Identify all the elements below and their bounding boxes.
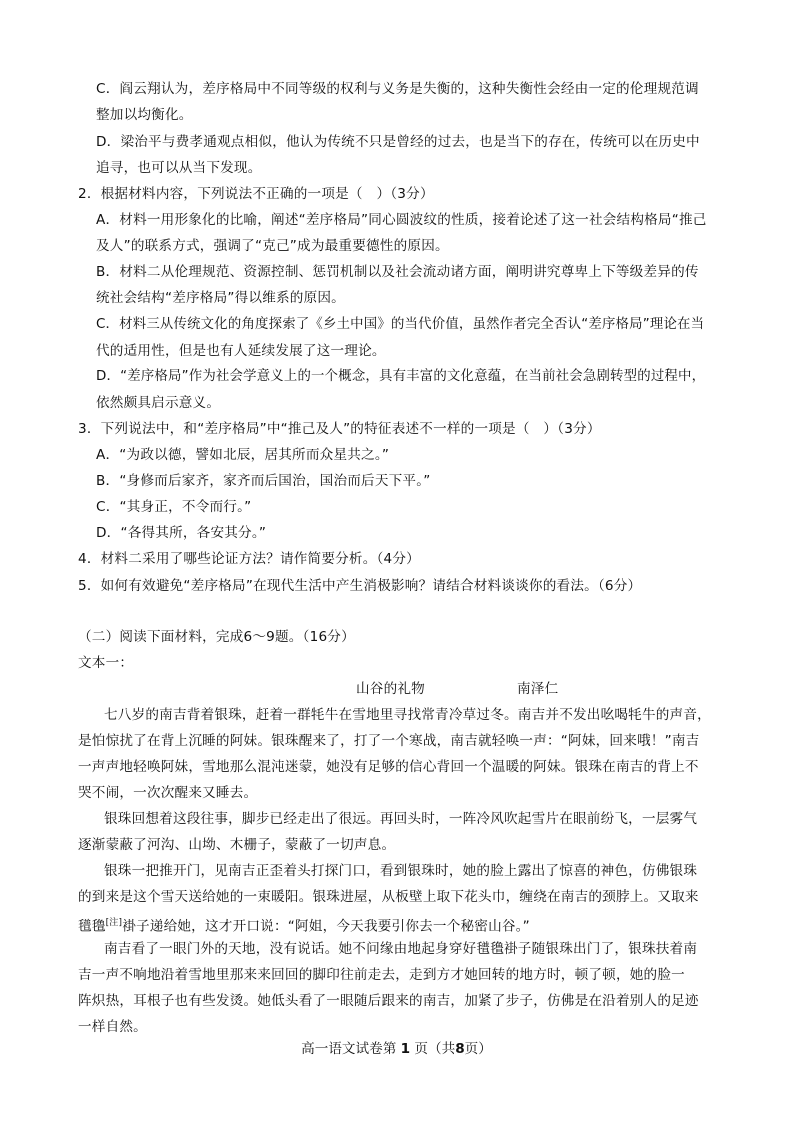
paragraph-4-line1: 南吉看了一眼门外的天地，没有说话。她不问缘由地起身穿好氆氇褂子随银珠出门了，银珠扶着南 <box>104 941 698 957</box>
q2-option-a-line1: A．材料一用形象化的比喻，阐述“差序格局”同心圆波纹的性质，接着论述了这一社会结构格局“推己 <box>96 212 707 228</box>
q2-option-c-line2: 代的适用性，但是也有人延续发展了这一理论。 <box>96 343 386 359</box>
q5-stem: 5．如何有效避免“差序格局”在现代生活中产生消极影响？请结合材料谈谈你的看法。（6分） <box>78 578 642 594</box>
pulu-word: 氆氇 <box>78 918 106 935</box>
q2-option-d-line2: 依然颇具启示意义。 <box>96 395 221 411</box>
q2-option-c-line1: C．材料三从传统文化的角度探索了《乡土中国》的当代价值，虽然作者完全否认“差序格局”理论在当 <box>96 317 705 332</box>
text-one-label: 文本一： <box>78 655 134 671</box>
footer-page-number: 1 <box>400 1041 411 1057</box>
paragraph-4-line4: 一样自然。 <box>78 1019 147 1035</box>
footer-total-pages: 8 <box>455 1041 465 1057</box>
paragraph-3-line3-rest: 褂子递给她，这才开口说：“阿姐，今天我要引你去一个秘密山谷。” <box>122 918 530 935</box>
q1-option-c-line2: 整加以均衡化。 <box>96 107 193 123</box>
q1-option-d-line1: D．梁治平与费孝通观点相似，他认为传统不只是曾经的过去，也是当下的存在，传统可以在历史中 <box>96 134 700 150</box>
footnote-marker: [注] <box>105 918 123 928</box>
q3-option-a: A．“为政以德，譬如北辰，居其所而众星共之。” <box>96 447 390 463</box>
q1-option-d-line2: 追寻，也可以从当下发现。 <box>96 160 262 176</box>
q2-option-d-line1: D．“差序格局”作为社会学意义上的一个概念，具有丰富的文化意蕴，在当前社会急剧转型的过程中， <box>96 369 706 384</box>
paragraph-4-line3: 阵炽热，耳根子也有些发烫。她低头看了一眼随后跟来的南吉，加紧了步子，仿佛是在沿着别人的足迹 <box>78 993 699 1009</box>
paragraph-1-line2: 是怕惊扰了在背上沉睡的阿妹。银珠醒来了，打了一个寒战，南吉就轻唤一声：“阿妹，回来哦！”南吉 <box>78 733 700 749</box>
footer-suffix: 页） <box>464 1041 492 1057</box>
paragraph-3-line1: 银珠一把推开门，见南吉正歪着头打探门口，看到银珠时，她的脸上露出了惊喜的神色，仿佛银珠 <box>104 863 698 879</box>
section2-heading: （二）阅读下面材料，完成6～9题。（16分） <box>78 629 355 645</box>
paragraph-3-line2: 的到来是这个雪天送给她的一束暖阳。银珠进屋，从板壁上取下花头巾，缠绕在南吉的颈脖上。又取来 <box>78 889 699 905</box>
q1-option-c-line1: C．阎云翔认为，差序格局中不同等级的权利与义务是失衡的，这种失衡性会经由一定的伦理规范调 <box>96 81 699 97</box>
paragraph-2-line1: 银珠回想着这段往事，脚步已经走出了很远。再回头时，一阵冷风吹起雪片在眼前纷飞，一层雾气 <box>104 811 698 827</box>
q3-stem: 3．下列说法中，和“差序格局”中“推己及人”的特征表述不一样的一项是（ ）（3分） <box>78 421 601 437</box>
q4-stem: 4．材料二采用了哪些论证方法？请作简要分析。（4分） <box>78 551 420 567</box>
q2-stem: 2．根据材料内容，下列说法不正确的一项是（ ）（3分） <box>78 186 434 202</box>
story-author: 南泽仁 <box>517 681 559 697</box>
q2-option-a-line2: 及人”的联系方式，强调了“克己”成为最重要德性的原因。 <box>96 238 449 254</box>
q3-option-d: D．“各得其所，各安其分。” <box>96 525 267 541</box>
q3-option-b: B．“身修而后家齐，家齐而后国治，国治而后天下平。” <box>96 473 431 489</box>
q2-option-b-line2: 统社会结构“差序格局”得以维系的原因。 <box>96 290 345 306</box>
paragraph-4-line2: 吉一声不响地沿着雪地里那来来回回的脚印往前走去，走到方才她回转的地方时，顿了顿，她的脸一 <box>78 967 685 983</box>
paragraph-1-line3: 一声声地轻唤阿妹，雪地那么混沌迷蒙，她没有足够的信心背回一个温暖的阿妹。银珠在南吉的背上不 <box>78 759 699 775</box>
footer-mid: 页（共 <box>414 1041 456 1057</box>
q3-option-c: C．“其身正，不令而行。” <box>96 499 252 515</box>
paragraph-3-line3 <box>78 914 530 936</box>
paragraph-2-line2: 逐渐蒙蔽了河沟、山坳、木栅子，蒙蔽了一切声息。 <box>78 837 396 853</box>
paragraph-1-line4: 哭不闹，一次次醒来又睡去。 <box>78 785 258 801</box>
footer-prefix: 高一语文试卷第 <box>301 1041 397 1057</box>
story-title: 山谷的礼物 <box>356 681 425 697</box>
paragraph-1-line1: 七八岁的南吉背着银珠，赶着一群牦牛在雪地里寻找常青冷草过冬。南吉并不发出吆喝牦牛的声音， <box>104 707 711 723</box>
page-footer <box>0 1040 793 1058</box>
q2-option-b-line1: B．材料二从伦理规范、资源控制、惩罚机制以及社会流动诸方面，阐明讲究尊卑上下等级差异的传 <box>96 264 699 280</box>
